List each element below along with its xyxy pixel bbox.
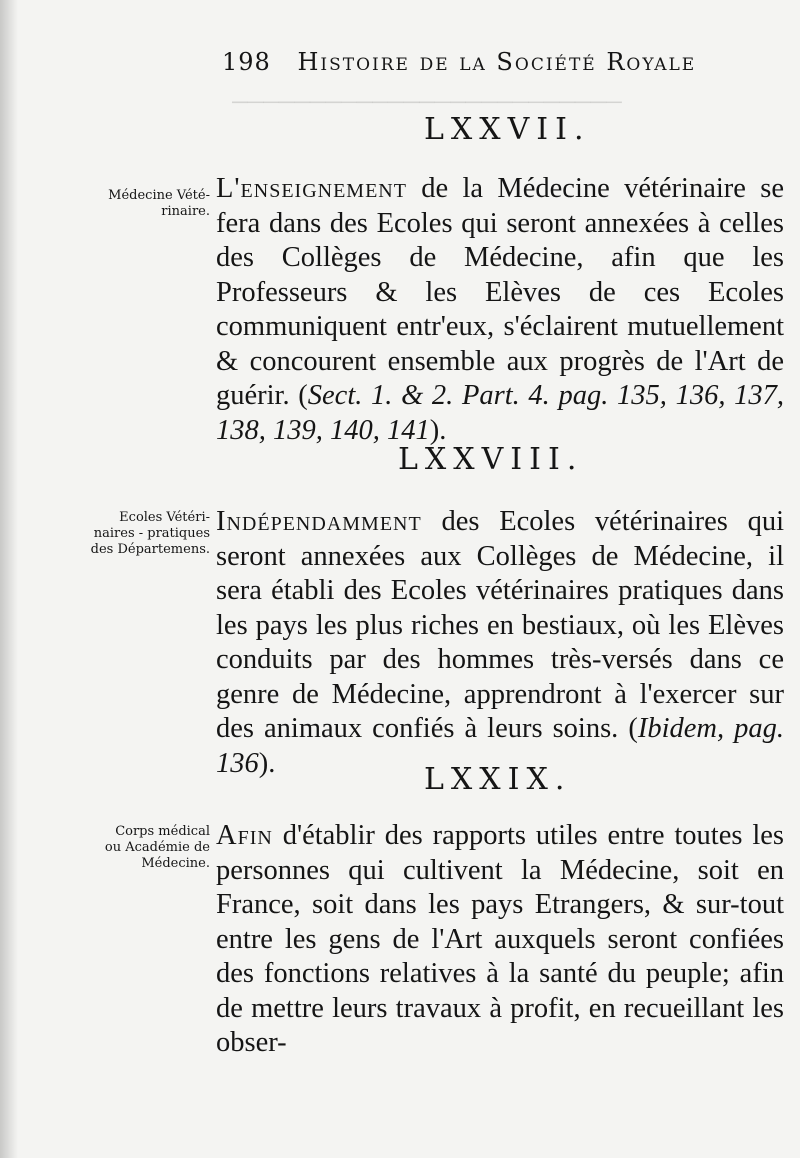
section-numeral-lxxvii: LXXVII. (424, 112, 591, 147)
page-gutter-shadow (0, 0, 18, 1158)
paragraph-lxxviii (216, 505, 784, 781)
paragraph-reference: Sect. 1. & 2. Part. 4. pag. 135, 136, 137, 138, 139, 140, 141 (216, 380, 784, 446)
bleed-through-text: ───────────────────────── (232, 89, 622, 114)
paragraph-lxxvii (216, 172, 784, 448)
margin-note-corps-medical: Corps médical ou Académie de Médecine. (104, 824, 210, 871)
paragraph-body: de la Médecine vétérinaire se fera dans des Ecoles qui seront annexées à celles des Collèges de Médecine, afin que les Professeurs & les Elèves de ces Ecoles communiquent entr'eux, s'éclairent mutuellement & concourent ensemble aux progrès de l'Art de guérir. ( (216, 173, 784, 411)
running-title: Histoire de la Société Royale (297, 48, 697, 76)
paragraph-tail: ). (429, 414, 447, 446)
margin-note-ecoles-veterinaires: Ecoles Vétéri- naires - pratiques des Départemens. (90, 510, 210, 557)
paragraph-lead: Indépendamment (216, 506, 422, 537)
paragraph-reference: Ibidem, pag. 136 (216, 713, 784, 779)
section-numeral-lxxviii: LXXVIII. (398, 442, 584, 477)
margin-note-medecine-veterinaire: Médecine Vété- rinaire. (108, 188, 210, 219)
section-numeral-lxxix: LXXIX. (424, 762, 572, 797)
paragraph-lxxix (216, 819, 784, 1061)
paragraph-tail: ). (258, 747, 276, 779)
running-header (222, 48, 742, 76)
paragraph-body: d'établir des rapports utiles entre toutes les personnes qui cultivent la Médecine, soit en France, soit dans les pays Etrangers, & sur-tout entre les gens de l'Art auxquels seront confiées des fonctions relatives à la santé du peuple; afin de mettre leurs travaux à profit, en recueillant les obser- (216, 820, 784, 1058)
paragraph-lead: Afin (216, 820, 273, 851)
paragraph-lead: L'enseignement (216, 173, 407, 204)
page-number: 198 (222, 48, 271, 76)
paragraph-body: des Ecoles vétérinaires qui seront annexées aux Collèges de Médecine, il sera établi des Ecoles vétérinaires pratiques dans les pays les plus riches en bestiaux, où les Elèves conduits par des hommes très-versés dans ce genre de Médecine, apprendront à l'exercer sur des animaux confiés à leurs soins. ( (216, 506, 784, 744)
